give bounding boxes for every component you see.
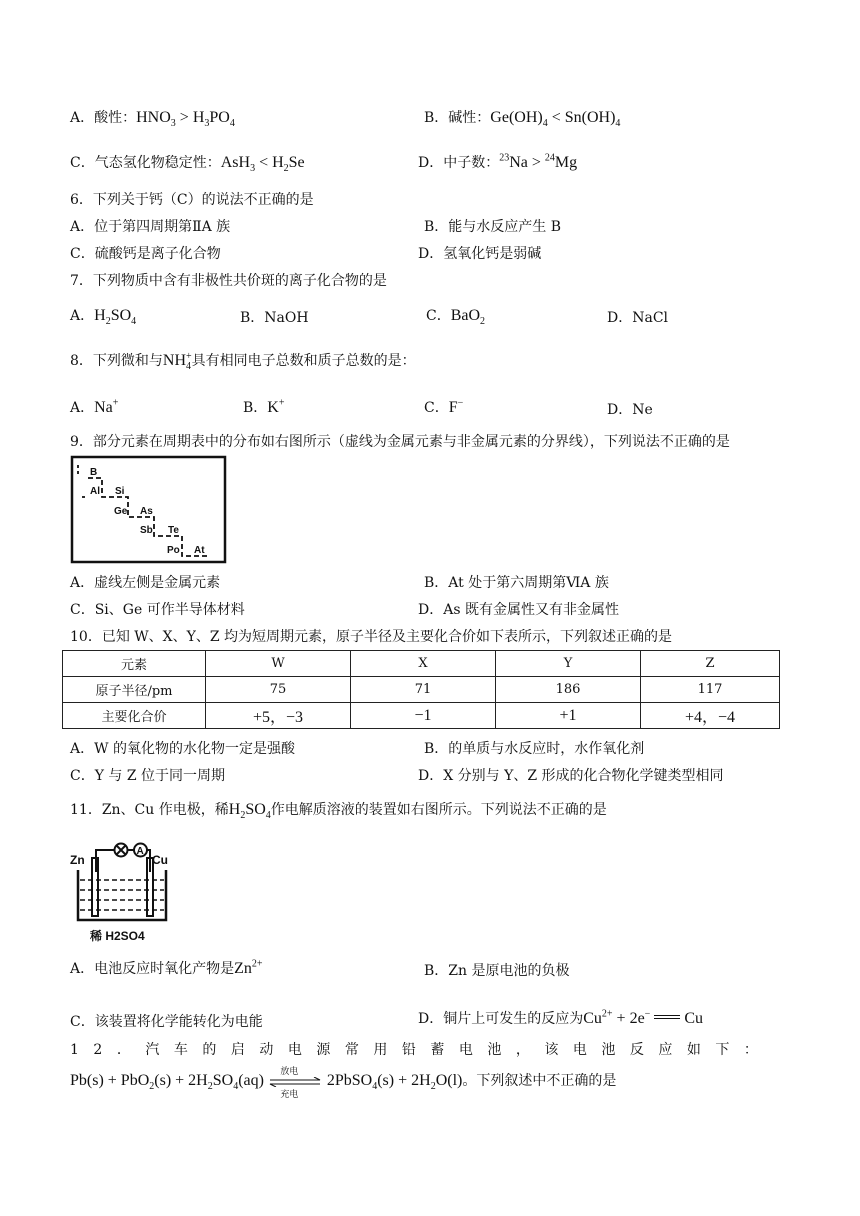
cu-label: Cu — [152, 853, 168, 867]
q5-b-formula: $Ge(OH)_4 < Sn(OH)_4$ — [490, 109, 621, 130]
table-header-row — [63, 651, 780, 677]
q5-option-c: C．气态氢化物稳定性：$AsH_3 < H_2Se$ — [70, 154, 305, 175]
el-sb: Sb — [140, 525, 153, 536]
q11-stem-formula: $H_2SO_4$ — [228, 801, 271, 822]
q12-equation: $Pb(s) + PbO_2(s) + 2H_2SO_4(aq)$ 放电 充电 2PbSO$_4$(s) + $2H_2O(l)$。下列叙述中不正确的是 — [70, 1070, 616, 1092]
el-as: As — [140, 506, 153, 517]
q11-d-formula: $Cu^{2+} + 2e^-$ Cu — [583, 1008, 703, 1027]
table-cell: −1 — [351, 703, 496, 729]
q5-a-formula: $HNO_3 > H_3PO_4$ — [136, 109, 235, 130]
q6-option-a: A．位于第四周期第ⅡA 族 — [70, 219, 231, 235]
q7-stem: 7．下列物质中含有非极性共价斑的离子化合物的是 — [70, 273, 387, 289]
q8-option-d: D．Ne — [607, 402, 653, 418]
q6-option-b: B．能与水反应产生 B — [424, 219, 562, 235]
table-row — [63, 677, 780, 703]
q11-a-formula: $Zn^{2+}$ — [234, 958, 263, 977]
q8-b-formula: K+ — [267, 397, 285, 416]
q12-stem: 12．汽车的启动电源常用铅蓄电池，该电池反应如下： — [70, 1042, 773, 1058]
q7-option-d: D．NaCl — [607, 310, 669, 326]
q10-option-c: C．Y 与 Z 位于同一周期 — [70, 768, 226, 784]
el-po: Po — [167, 545, 180, 556]
arrow-bottom-label: 充电 — [280, 1090, 299, 1100]
q7-option-b: B．NaOH — [240, 310, 309, 326]
q7-c-formula: BaO$_2$ — [450, 307, 486, 328]
el-ge: Ge — [114, 506, 128, 517]
table-header-cell: W — [206, 651, 351, 677]
table-header-cell: Z — [641, 651, 780, 677]
table-cell: +5，−3 — [206, 703, 351, 729]
q6-option-c: C．硫酸钙是离子化合物 — [70, 246, 221, 262]
el-at: At — [194, 545, 205, 556]
table-header-cell: Y — [496, 651, 641, 677]
q7-a-formula: $H_2SO_4$ — [94, 307, 137, 328]
q11-option-c: C．该装置将化学能转化为电能 — [70, 1014, 263, 1030]
el-si: Si — [115, 486, 125, 497]
table-cell: 75 — [206, 677, 351, 703]
el-al: Al — [90, 486, 100, 497]
q12-eq-right: 2PbSO$_4$(s) + $2H_2O(l)$ — [326, 1072, 463, 1093]
table-cell: 71 — [351, 677, 496, 703]
table-header-cell: 元素 — [63, 651, 206, 677]
q10-option-b: B．的单质与水反应时，水作氧化剂 — [424, 741, 645, 757]
zn-label: Zn — [70, 853, 85, 867]
q5-option-b: B．碱性：$Ge(OH)_4 < Sn(OH)_4$ — [424, 109, 621, 130]
arrow-top-label: 放电 — [280, 1067, 299, 1077]
q10-stem: 10．已知 W、X、Y、Z 均为短周期元素，原子半径及主要化合价如下表所示，下列叙述正确的是 — [70, 629, 673, 645]
q5-option-a: A．酸性：$HNO_3 > H_3PO_4$ — [70, 109, 235, 130]
q11-option-d: D．铜片上可发生的反应为$Cu^{2+} + 2e^-$ Cu — [418, 1008, 703, 1027]
q5-c-formula: $AsH_3 < H_2Se$ — [220, 154, 305, 175]
q6-stem: 6．下列关于钙（C）的说法不正确的是 — [70, 192, 314, 208]
q8-stem: 8．下列微和与$NH_4^+$具有相同电子总数和质子总数的是： — [70, 351, 416, 373]
table-cell: 原子半径/pm — [63, 677, 206, 703]
bulb-cross — [116, 845, 126, 855]
q10-option-d: D．X 分别与 Y、Z 形成的化合物化学键类型相同 — [418, 768, 724, 784]
q8-option-b: B．K+ — [243, 397, 285, 416]
reversible-arrow — [268, 1067, 322, 1100]
table-header-cell: X — [351, 651, 496, 677]
el-b: B — [90, 467, 98, 478]
equilibrium-arrow-icon — [268, 1077, 322, 1087]
q11-stem: 11．Zn、Cu 作电极，稀$H_2SO_4$作电解质溶液的装置如右图所示。下列说法不正确的是 — [70, 801, 607, 822]
q8-a-formula: Na+ — [94, 397, 119, 416]
periodic-table-figure — [70, 455, 228, 565]
table-cell: 186 — [496, 677, 641, 703]
q11-option-a: A．电池反应时氧化产物是$Zn^{2+}$ — [70, 958, 263, 977]
table-row — [63, 703, 780, 729]
q12-eq-left: $Pb(s) + PbO_2(s) + 2H_2SO_4(aq)$ — [70, 1072, 264, 1093]
el-te: Te — [168, 525, 179, 536]
q9-stem: 9．部分元素在周期表中的分布如右图所示（虚线为金属元素与非金属元素的分界线），下列说法不正确的是 — [70, 434, 730, 450]
q7-option-c: C．BaO$_2$ — [426, 307, 486, 328]
q5-d-formula: $^{23}$Na > $^{24}$Mg — [499, 152, 578, 171]
q9-option-a: A．虚线左侧是金属元素 — [70, 575, 221, 591]
ammeter-label: A — [136, 846, 144, 857]
table-cell: +4，−4 — [641, 703, 780, 729]
galvanic-cell-figure — [70, 830, 190, 945]
q6-option-d: D．氢氧化钙是弱碱 — [418, 246, 542, 262]
table-cell: 主要化合价 — [63, 703, 206, 729]
q10-option-a: A．W 的氧化物的水化物一定是强酸 — [70, 741, 295, 757]
table-cell: +1 — [496, 703, 641, 729]
q9-option-b: B．At 处于第六周期第ⅥA 族 — [424, 575, 609, 591]
q7-option-a: A．$H_2SO_4$ — [70, 307, 137, 328]
solution-label: 稀 H2SO4 — [90, 929, 145, 943]
q8-option-a: A．Na+ — [70, 397, 119, 416]
element-table — [62, 650, 780, 729]
q8-option-c: C．F− — [424, 397, 464, 416]
q11-option-b: B．Zn 是原电池的负极 — [424, 963, 570, 979]
q8-stem-formula: $NH_4^+$ — [162, 351, 192, 373]
table-cell: 117 — [641, 677, 780, 703]
q5-option-d: D．中子数：$^{23}$Na > $^{24}$Mg — [418, 152, 578, 171]
q8-c-formula: F− — [448, 397, 464, 416]
q9-option-d: D．As 既有金属性又有非金属性 — [418, 602, 619, 618]
q9-option-c: C．Si、Ge 可作半导体材料 — [70, 602, 245, 618]
